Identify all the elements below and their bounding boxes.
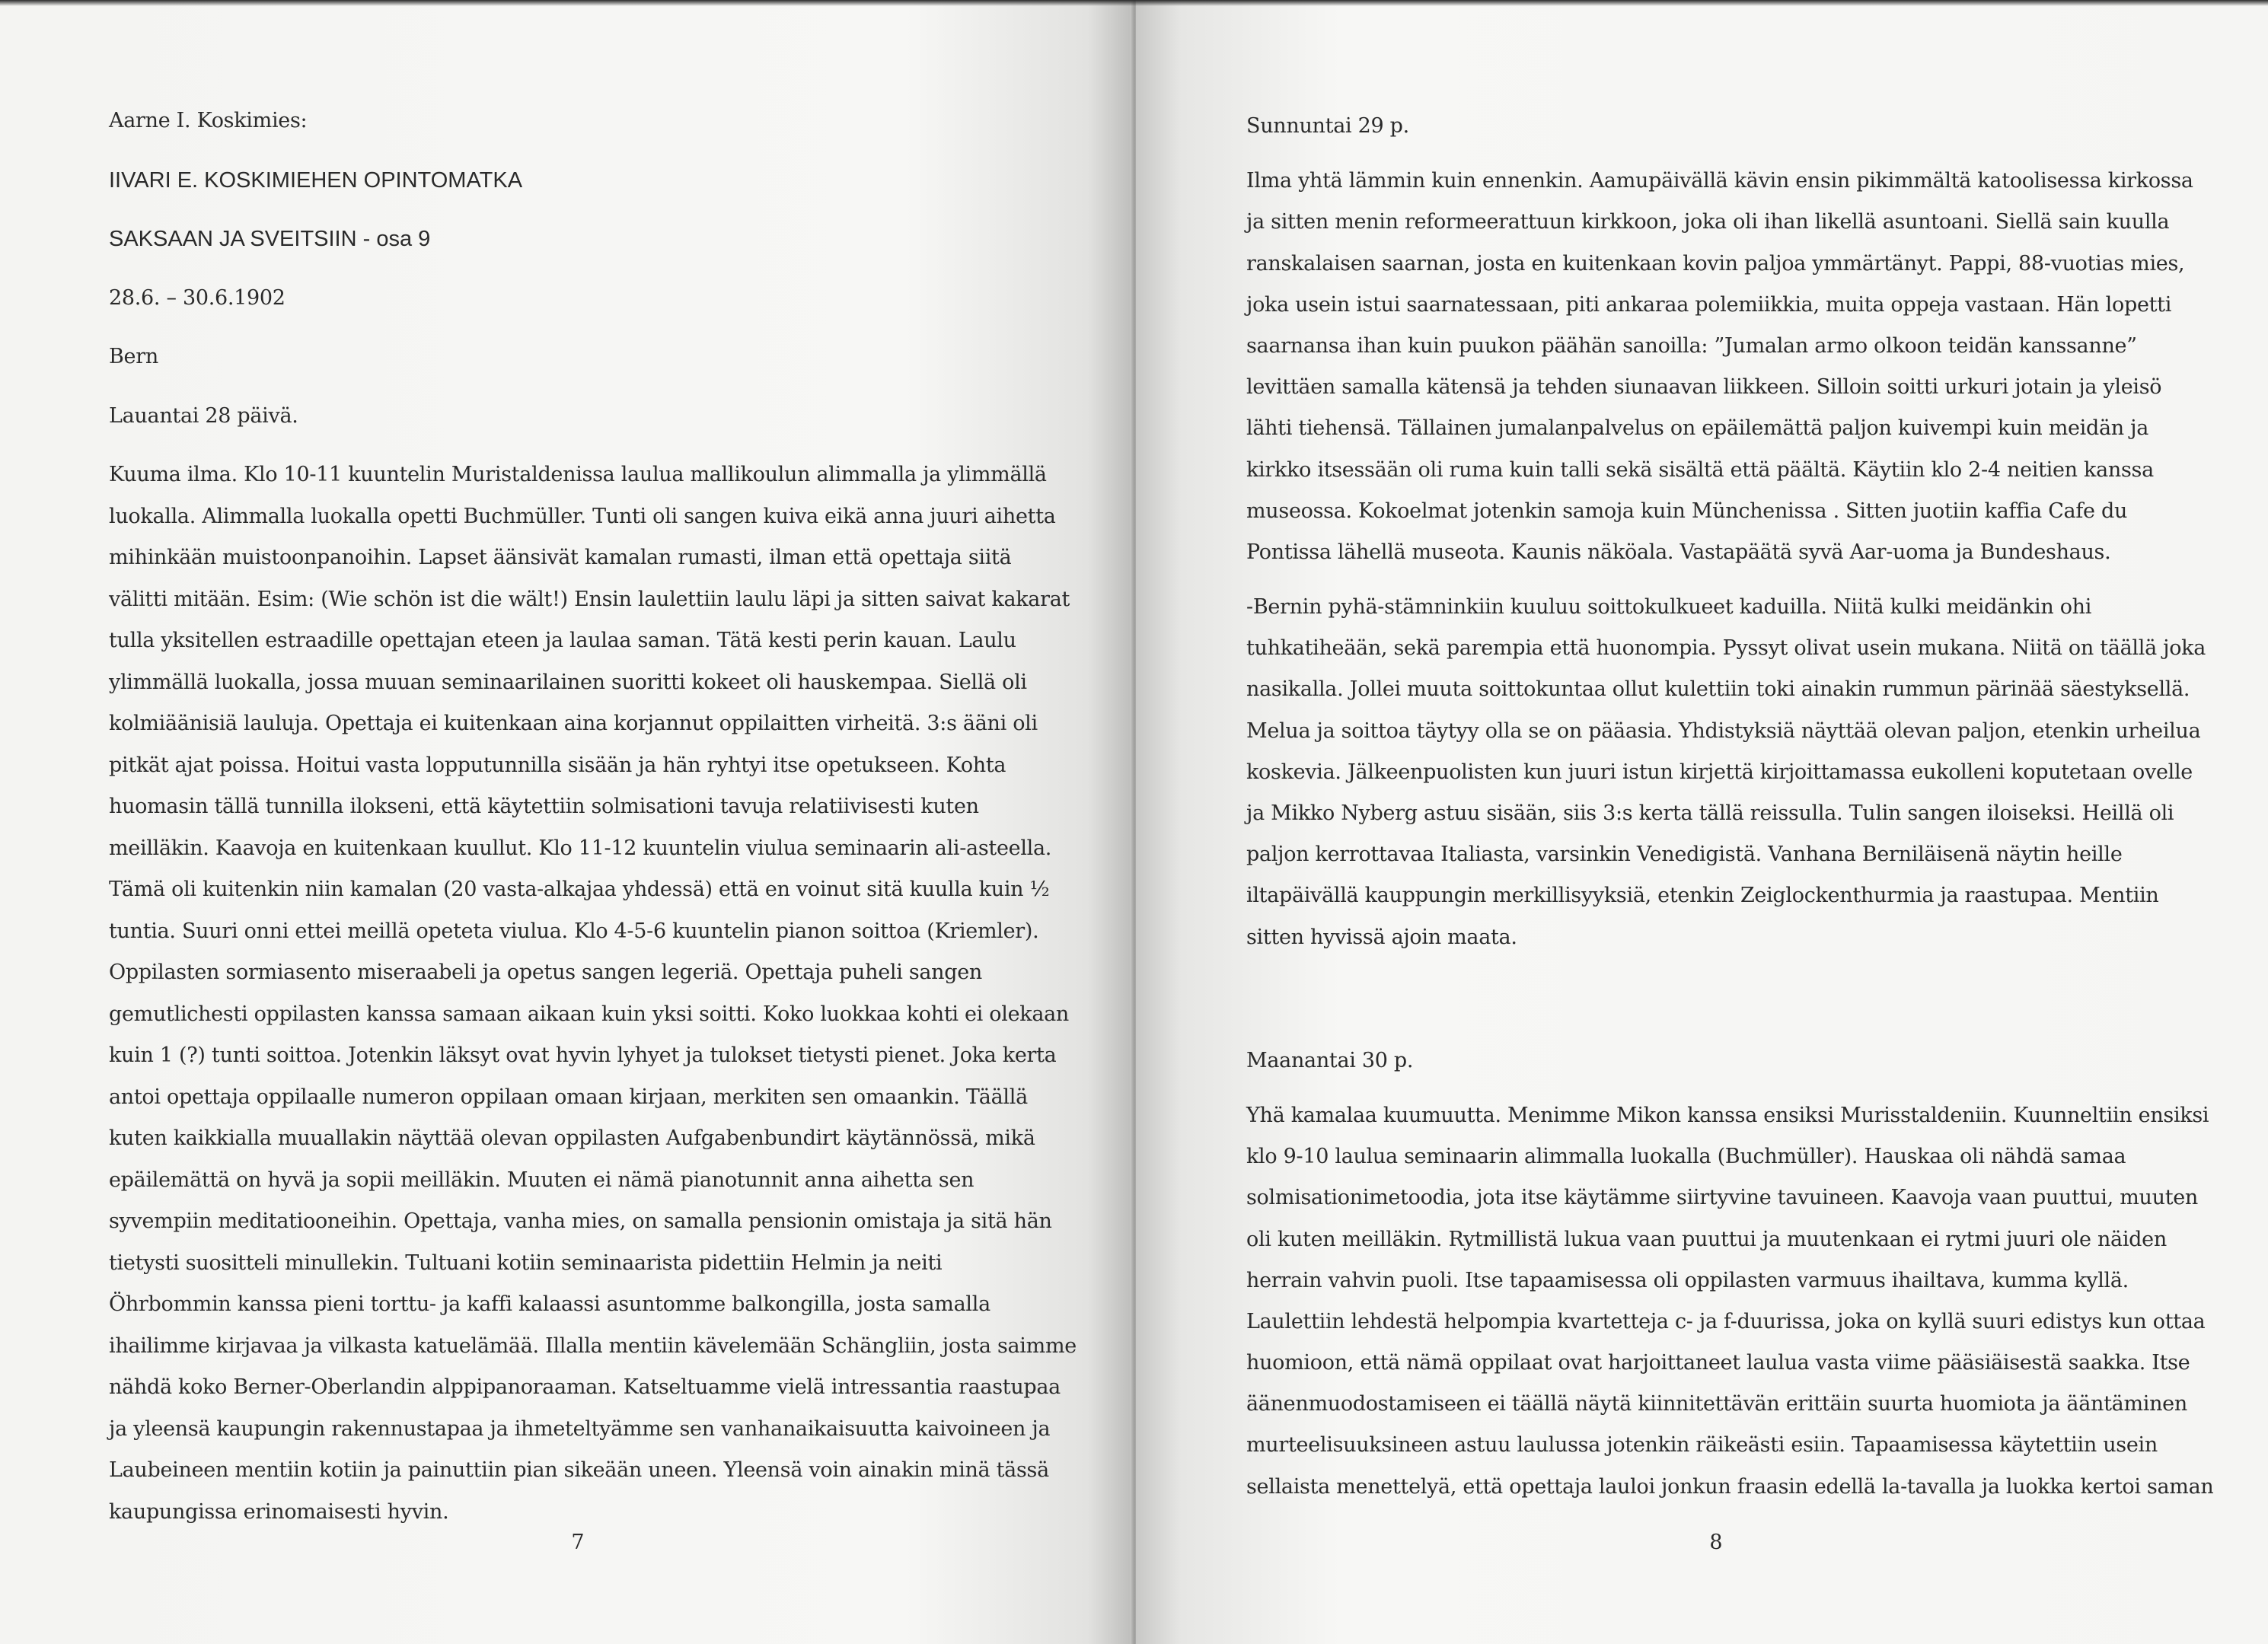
- text-line: murteelisuuksineen astuu laulussa jotenkin räikeästi esiin. Tapaamisessa käytettiin usein: [1246, 1433, 2158, 1458]
- text-line: Laulettiin lehdestä helpompia kvartetteja c- ja f-duurissa, joka on kyllä suuri edistys kun ottaa: [1246, 1309, 2206, 1333]
- text-line: ja yleensä kaupungin rakennustapaa ja ihmeteltyämme sen vanhanaikaisuutta kaivoineen ja: [109, 1416, 1051, 1441]
- page-number-left: 7: [571, 1531, 585, 1554]
- text-line: tuntia. Suuri onni ettei meillä opeteta viulua. Klo 4-5-6 kuuntelin pianon soittoa (Kriemler).: [109, 919, 1039, 943]
- text-line: Kuuma ilma. Klo 10-11 kuuntelin Muristaldenissa laulua mallikoulun alimmalla ja ylimmällä: [109, 463, 1047, 486]
- text-line: pitkät ajat poissa. Hoitui vasta lopputunnilla sisään ja hän ryhtyi itse opetukseen. Kohta: [109, 753, 1006, 777]
- left-page-text: [109, 100, 1077, 1533]
- text-line: museossa. Kokoelmat jotenkin samoja kuin Münchenissa . Sitten juotiin kaffia Cafe du: [1246, 499, 2128, 523]
- text-line: Melua ja soittoa täytyy olla se on pääasia. Yhdistyksiä näyttää olevan paljon, etenkin urheilua: [1246, 718, 2201, 743]
- right-page: [1136, 0, 2268, 1644]
- text-line: huomasin tällä tunnilla ilokseni, että käytettiin solmisationi tavuja relatiivisesti kuten: [109, 795, 979, 818]
- text-line: herrain vahvin puoli. Itse tapaamisessa oli oppilasten varmuus ihailtava, kumma kyllä.: [1246, 1268, 2129, 1292]
- place-heading: Bern: [109, 345, 158, 368]
- text-line: Pontissa lähellä museota. Kaunis näköala. Vastapäätä syvä Aar-uoma ja Bundeshaus.: [1246, 540, 2111, 564]
- text-line: Laubeineen mentiin kotiin ja painuttiin pian sikeään uneen. Yleensä voin ainakin minä tässä: [109, 1458, 1049, 1482]
- text-line: välitti mitään. Esim: (Wie schön ist die wält!) Ensin laulettiin laulu läpi ja sitten saivat kakarat: [109, 587, 1070, 611]
- scan-top-shadow: [0, 0, 2268, 6]
- text-line: klo 9-10 laulua seminaarin alimmalla luokalla (Buchmüller). Hauskaa oli nähdä samaa: [1246, 1145, 2126, 1169]
- text-line: antoi opettaja oppilaalle numeron oppilaan omaan kirjaan, merkiten sen omaankin. Täällä: [109, 1085, 1028, 1109]
- day-heading-sunday: Sunnuntai 29 p.: [1246, 114, 1409, 138]
- day-heading-monday: Maanantai 30 p.: [1246, 1048, 1414, 1072]
- text-line: Tämä oli kuitenkin niin kamalan (20 vasta-alkajaa yhdessä) että en voinut sitä kuulla kuin ½: [109, 878, 1050, 901]
- text-line: ylimmällä luokalla, jossa muuan seminaarilainen suoritti kokeet oli hauskempaa. Siellä oli: [109, 670, 1027, 694]
- text-line: gemutlichesti oppilasten kanssa samaan aikaan kuin yksi soitti. Koko luokkaa kohti ei olekaan: [109, 1002, 1070, 1026]
- page-number-right: 8: [1709, 1531, 1723, 1554]
- text-line: joka usein istui saarnatessaan, piti ankaraa polemiikkia, muita oppeja vastaan. Hän lopetti: [1246, 292, 2172, 317]
- text-line: syvempiin meditatiooneihin. Opettaja, vanha mies, on samalla pensionin omistaja ja sitä hän: [109, 1209, 1052, 1233]
- text-line: sellaista menettelyä, että opettaja lauloi jonkun fraasin edellä la-tavalla ja luokka kertoi saman: [1246, 1474, 2214, 1499]
- text-line: iltapäivällä kauppungin merkillisyyksiä, etenkin Zeiglockenthurmia ja raastupaa. Mentiin: [1246, 884, 2159, 908]
- text-line: lähti tiehensä. Tällainen jumalanpalvelus on epäilemättä paljon kuivempi kuin meidän ja: [1246, 416, 2149, 441]
- text-line: Ilma yhtä lämmin kuin ennenkin. Aamupäivällä kävin ensin pikimmältä katoolisessa kirkossa: [1246, 169, 2193, 193]
- text-line: tuhkatiheään, sekä parempia että huonompia. Pyssyt olivat usein mukana. Niitä on täällä joka: [1246, 636, 2206, 661]
- text-line: huomioon, että nämä oppilaat ovat harjoittaneet laulua vasta viime pääsiäisestä saakka. Itse: [1246, 1351, 2190, 1375]
- text-line: koskevia. Jälkeenpuolisten kun juuri istun kirjettä kirjoittamassa eukolleni koputetaan ovelle: [1246, 760, 2193, 784]
- left-page: [0, 0, 1133, 1644]
- text-line: mihinkään muistoonpanoihin. Lapset äänsivät kamalan rumasti, ilman että opettaja siitä: [109, 546, 1012, 569]
- text-line: -Bernin pyhä-stämninkiin kuuluu soittokulkueet kaduilla. Niitä kulki meidänkin ohi: [1246, 595, 2092, 620]
- date-range: 28.6. – 30.6.1902: [109, 285, 285, 310]
- text-line: kuin 1 (?) tunti soittoa. Jotenkin läksyt ovat hyvin lyhyet ja tulokset tietysti pienet. Joka kerta: [109, 1043, 1057, 1067]
- text-line: kolmiäänisiä lauluja. Opettaja ei kuitenkaan aina korjannut oppilaitten virheitä. 3:s ääni oli: [109, 712, 1038, 735]
- text-line: nasikalla. Jollei muuta soittokuntaa ollut kulettiin toki ainakin rummun pärinää säestyksellä.: [1246, 677, 2190, 702]
- text-line: luokalla. Alimmalla luokalla opetti Buchmüller. Tunti oli sangen kuiva eikä anna juuri aihetta: [109, 504, 1056, 528]
- text-line: Öhrbommin kanssa pieni torttu- ja kaffi kalaassi asuntomme balkongilla, josta samalla: [109, 1292, 990, 1316]
- text-line: solmisationimetoodia, jota itse käytämme siirtyvine tavuineen. Kaavoja vaan puuttui, muuten: [1246, 1186, 2199, 1210]
- text-line: ranskalaisen saarnan, josta en kuitenkaan kovin paljoa ymmärtänyt. Pappi, 88-vuotias mies,: [1246, 251, 2185, 276]
- text-line: levittäen samalla kätensä ja tehden siunaavan liikkeen. Silloin soitti urkuri jotain ja yleisö: [1246, 375, 2162, 400]
- body-paragraph-saturday: [109, 454, 1077, 1533]
- text-line: tulla yksitellen estraadille opettajan eteen ja laulaa saman. Tätä kesti perin kauan. Laulu: [109, 629, 1016, 652]
- text-line: sitten hyvissä ajoin maata.: [1246, 925, 1517, 949]
- body-paragraph-sunday: [1246, 161, 2209, 958]
- text-line: saarnansa ihan kuin puukon päähän sanoilla: ”Jumalan armo olkoon teidän kanssanne”: [1246, 333, 2137, 358]
- author-line: Aarne I. Koskimies:: [109, 109, 308, 132]
- text-line: kuten kaikkialla muuallakin näyttää olevan oppilasten Aufgabenbundirt käytännössä, mikä: [109, 1126, 1035, 1150]
- text-line: ihailimme kirjavaa ja vilkasta katuelämää. Illalla mentiin kävelemään Schängliin, josta saimme: [109, 1333, 1077, 1358]
- text-line: epäilemättä on hyvä ja sopii meilläkin. Muuten ei nämä pianotunnit anna aihetta sen: [109, 1168, 975, 1192]
- text-line: ja Mikko Nyberg astuu sisään, siis 3:s kerta tällä reissulla. Tulin sangen iloiseksi. Heillä oli: [1246, 801, 2174, 825]
- text-line: kirkko itsessään oli ruma kuin talli sekä sisältä että päältä. Käytiin klo 2-4 neitien kanssa: [1246, 457, 2154, 482]
- day-heading-saturday: Lauantai 28 päivä.: [109, 403, 298, 428]
- text-line: oli kuten meilläkin. Rytmillistä lukua vaan puuttui ja muutenkaan ei rytmi juuri ole näiden: [1246, 1227, 2167, 1251]
- text-line: nähdä koko Berner-Oberlandin alppipanoraaman. Katseltuamme vielä intressantia raastupaa: [109, 1375, 1061, 1399]
- text-line: meilläkin. Kaavoja en kuitenkaan kuullut. Klo 11-12 kuuntelin viulua seminaarin ali-asteella.: [109, 836, 1052, 860]
- title-line-1: IIVARI E. KOSKIMIEHEN OPINTOMATKA: [109, 167, 523, 193]
- text-line: tietysti suositteli minullekin. Tultuani kotiin seminaarista pidettiin Helmin ja neiti: [109, 1251, 943, 1275]
- right-page-text: [1246, 106, 2214, 1508]
- text-line: Yhä kamalaa kuumuutta. Menimme Mikon kanssa ensiksi Murisstaldeniin. Kuunneltiin ensiksi: [1246, 1103, 2209, 1127]
- text-line: paljon kerrottavaa Italiasta, varsinkin Venedigistä. Vanhana Berniläisenä näytin heille: [1246, 843, 2123, 867]
- title-line-2: SAKSAAN JA SVEITSIIN - osa 9: [109, 227, 431, 251]
- text-line: äänenmuodostamiseen ei täällä näytä kiinnitettävän erittäin suurta huomiota ja ääntäminen: [1246, 1392, 2187, 1416]
- text-line: kaupungissa erinomaisesti hyvin.: [109, 1499, 449, 1524]
- body-paragraph-monday: [1246, 1095, 2214, 1508]
- text-line: ja sitten menin reformeerattuun kirkkoon, joka oli ihan likellä asuntoani. Siellä sain kuulla: [1246, 210, 2170, 234]
- text-line: Oppilasten sormiasento miseraabeli ja opetus sangen legeriä. Opettaja puheli sangen: [109, 961, 983, 984]
